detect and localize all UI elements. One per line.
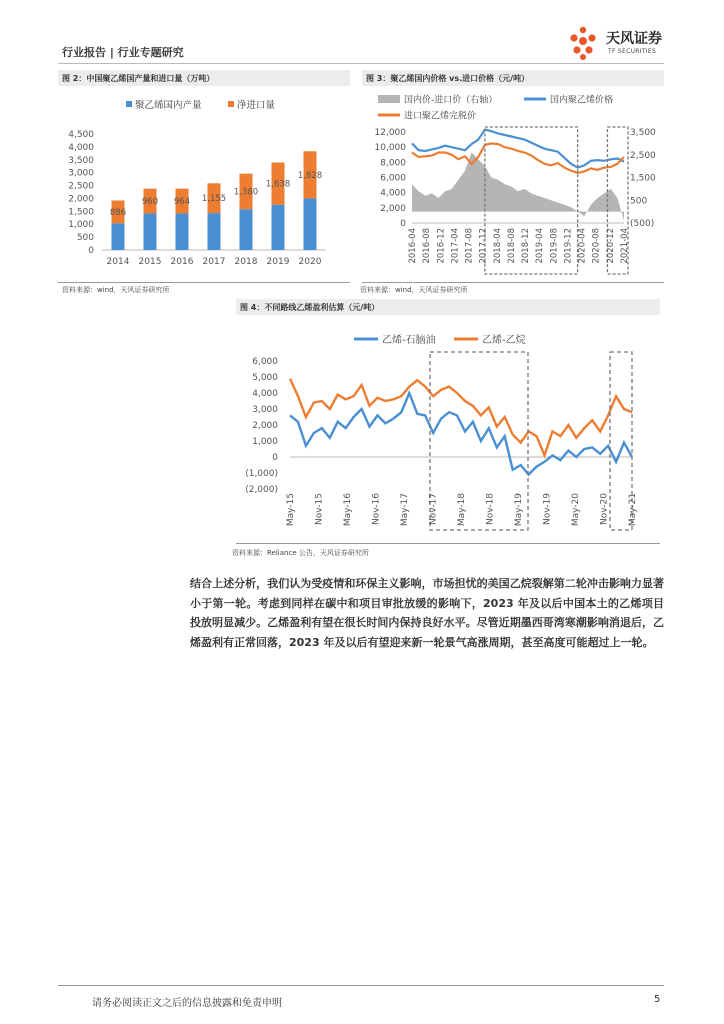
legend-label: 国内价-进口价（右轴） bbox=[404, 95, 498, 106]
ethylene-margin-line-chart bbox=[236, 322, 660, 540]
x-tick-label: 2020-04 bbox=[577, 228, 588, 264]
x-tick-label: 2018-04 bbox=[492, 228, 503, 264]
x-tick-label: 2019 bbox=[266, 257, 290, 267]
y-left-tick-label: 12,000 bbox=[374, 128, 406, 138]
x-tick-label: Nov-18 bbox=[485, 493, 496, 526]
y-tick-label: (2,000) bbox=[245, 485, 278, 495]
y-left-tick-label: 6,000 bbox=[380, 173, 406, 184]
y-left-tick-label: 8,000 bbox=[380, 158, 406, 169]
figure-3-title: 图 3：聚乙烯国内价格 vs.进口价格（元/吨） bbox=[362, 70, 664, 86]
y-tick-label: 3,000 bbox=[68, 168, 94, 179]
x-tick-label: 2016-12 bbox=[436, 228, 447, 264]
x-tick-label: May-16 bbox=[343, 493, 353, 527]
y-tick-label: 3,500 bbox=[68, 155, 94, 166]
y-tick-label: 1,000 bbox=[252, 437, 278, 447]
x-tick-label: May-21 bbox=[628, 493, 638, 527]
footer-divider bbox=[58, 985, 664, 986]
x-tick-label: 2017-12 bbox=[478, 228, 489, 264]
y-tick-label: 1,000 bbox=[68, 220, 94, 231]
legend-swatch bbox=[126, 101, 132, 107]
y-left-tick-label: 10,000 bbox=[374, 143, 406, 154]
figure-4-title: 图 4：不同路线乙烯盈利估算（元/吨） bbox=[236, 299, 660, 315]
x-tick-label: 2019-04 bbox=[535, 228, 546, 264]
x-tick-label: 2017-08 bbox=[464, 228, 475, 264]
y-tick-label: 5,000 bbox=[252, 373, 278, 383]
y-tick-label: 4,000 bbox=[68, 142, 94, 153]
figure-4-rule bbox=[236, 543, 660, 544]
y-left-tick-label: 0 bbox=[400, 219, 406, 229]
x-tick-label: 2018 bbox=[234, 257, 258, 267]
x-tick-label: 2017 bbox=[202, 257, 226, 267]
page-number: 5 bbox=[654, 994, 661, 1005]
x-tick-label: May-20 bbox=[571, 493, 581, 527]
y-tick-label: 6,000 bbox=[252, 357, 278, 367]
y-right-tick-label: (500) bbox=[630, 219, 655, 229]
analysis-paragraph: 结合上述分析，我们认为受疫情和环保主义影响，市场担忧的美国乙烷裂解第二轮冲击影响力显著小于第一轮。考虑到同样在碳中和项目审批放缓的影响下，2023 年及以后中国本土的乙烯项目投放明显减少。乙烯盈利有望在很长时间内保持良好水平。尽管近期墨西哥湾寒潮影响消退后，乙烯盈利有正常回落，2023 年及以后有望迎来新一轮景气高涨周期，甚至高度可能超过上一轮。 bbox=[190, 577, 664, 649]
y-tick-label: 4,000 bbox=[252, 389, 278, 399]
production-import-bar-chart bbox=[58, 90, 350, 270]
report-category: 行业报告 | 行业专题研究 bbox=[62, 46, 184, 59]
legend-label: 净进口量 bbox=[237, 100, 276, 111]
x-tick-label: 2015 bbox=[138, 257, 162, 267]
figure-2-title: 图 2：中国聚乙烯国产量和进口量（万吨） bbox=[58, 70, 350, 86]
y-right-tick-label: 500 bbox=[630, 196, 648, 207]
area-series-spread bbox=[412, 153, 624, 221]
line-series bbox=[412, 143, 624, 173]
x-tick-label: 2018-08 bbox=[506, 228, 517, 264]
x-tick-label: Nov-17 bbox=[428, 493, 439, 526]
y-right-tick-label: 1,500 bbox=[630, 173, 656, 184]
line-series bbox=[290, 379, 632, 456]
y-tick-label: 2,000 bbox=[252, 421, 278, 431]
x-tick-label: 2017-04 bbox=[450, 228, 461, 264]
y-tick-label: 1,500 bbox=[68, 207, 94, 218]
x-tick-label: 2016-04 bbox=[408, 228, 418, 264]
logo-name-en: TF SECURITIES bbox=[608, 48, 657, 55]
legend-label: 乙烯-石脑油 bbox=[382, 335, 436, 346]
x-tick-label: May-18 bbox=[457, 493, 467, 527]
bar-segment bbox=[112, 223, 125, 250]
x-tick-label: 2019-08 bbox=[549, 228, 560, 264]
figure-3-rule bbox=[362, 282, 664, 283]
x-tick-label: 2020-08 bbox=[591, 228, 602, 264]
legend-swatch bbox=[228, 101, 234, 107]
bar-segment bbox=[144, 213, 157, 250]
legend-label: 聚乙烯国内产量 bbox=[135, 100, 202, 111]
legend-swatch bbox=[378, 95, 400, 103]
y-left-tick-label: 2,000 bbox=[380, 203, 406, 214]
data-label: 886 bbox=[109, 207, 127, 218]
x-tick-label: Nov-16 bbox=[371, 493, 382, 526]
legend-label: 进口聚乙烯完税价 bbox=[404, 111, 477, 122]
data-label: 1,638 bbox=[265, 179, 291, 190]
x-tick-label: May-19 bbox=[514, 493, 524, 527]
y-tick-label: 3,000 bbox=[252, 405, 278, 415]
x-tick-label: 2020 bbox=[298, 257, 322, 267]
y-tick-label: (1,000) bbox=[245, 469, 278, 479]
bar-segment bbox=[304, 198, 317, 250]
y-right-tick-label: 2,500 bbox=[630, 150, 656, 161]
price-comparison-line-chart bbox=[362, 88, 664, 280]
y-tick-label: 4,500 bbox=[68, 130, 94, 140]
data-label: 960 bbox=[141, 197, 159, 208]
x-tick-label: 2016 bbox=[170, 257, 194, 267]
figure-2-rule bbox=[58, 282, 350, 283]
x-tick-label: 2014 bbox=[106, 257, 130, 267]
x-tick-label: 2019-12 bbox=[563, 228, 574, 264]
y-tick-label: 2,500 bbox=[68, 181, 94, 192]
x-tick-label: 2021-04 bbox=[620, 228, 630, 264]
bar-segment bbox=[208, 213, 221, 250]
data-label: 1,155 bbox=[201, 194, 227, 205]
y-tick-label: 0 bbox=[88, 246, 94, 256]
y-tick-label: 500 bbox=[76, 233, 94, 244]
data-label: 1,828 bbox=[297, 170, 323, 181]
y-right-tick-label: 3,500 bbox=[630, 128, 656, 138]
data-label: 1,380 bbox=[233, 187, 259, 198]
data-label: 964 bbox=[173, 197, 191, 208]
bar-segment bbox=[240, 209, 253, 250]
bar-segment bbox=[272, 205, 285, 250]
y-tick-label: 0 bbox=[272, 453, 278, 463]
y-left-tick-label: 4,000 bbox=[380, 188, 406, 199]
x-tick-label: May-15 bbox=[286, 493, 296, 527]
x-tick-label: 2020-12 bbox=[605, 228, 616, 264]
x-tick-label: Nov-20 bbox=[599, 493, 610, 526]
figure-4-source: 资料来源：Reliance 公告，天风证券研究所 bbox=[232, 549, 369, 557]
figure-2-source: 资料来源：wind，天风证券研究所 bbox=[62, 286, 170, 294]
logo-name-cn: 天风证券 bbox=[606, 31, 662, 47]
x-tick-label: Nov-15 bbox=[314, 493, 325, 526]
x-tick-label: May-17 bbox=[400, 493, 410, 527]
legend-label: 乙烯-乙烷 bbox=[482, 335, 526, 346]
figure-3-source: 资料来源：wind，天风证券研究所 bbox=[360, 286, 468, 294]
bar-segment bbox=[176, 213, 189, 250]
x-tick-label: Nov-19 bbox=[542, 493, 553, 526]
x-tick-label: 2016-08 bbox=[422, 228, 433, 264]
line-series bbox=[412, 130, 624, 168]
y-tick-label: 2,000 bbox=[68, 194, 94, 205]
x-tick-label: 2018-12 bbox=[521, 228, 532, 264]
legend-label: 国内聚乙烯价格 bbox=[550, 95, 614, 106]
footer-disclaimer: 请务必阅读正文之后的信息披露和免责申明 bbox=[92, 998, 282, 1009]
